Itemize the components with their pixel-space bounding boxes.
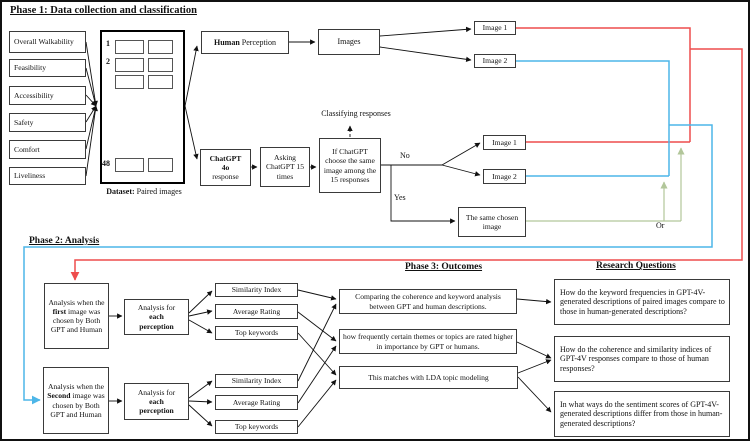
analysis-first-pre: Analysis when the: [48, 297, 105, 307]
outcome-box-lda-topic: This matches with LDA topic modeling: [339, 366, 518, 389]
green-route-lines: [526, 148, 681, 221]
phase2-title: Phase 2: Analysis: [29, 236, 100, 246]
dataset-branch-arrows: [185, 46, 197, 159]
human-perception-rest: Perception: [239, 37, 276, 47]
human-perception-box: [201, 31, 289, 54]
perception-box-accessibility: Accessibility: [9, 86, 86, 105]
dataset-pair2-image1: [115, 58, 144, 72]
chatgpt-line3: response: [212, 172, 239, 182]
phase3-title: Phase 3: Outcomes: [405, 262, 483, 272]
analysis-first-post: image was chosen by Both GPT and Human: [50, 306, 103, 335]
chatgpt-line2: 4o: [221, 162, 230, 172]
images-box: Images: [318, 29, 380, 55]
perception-box-overall-walkability: Overall Walkability: [9, 31, 86, 53]
metrics-to-outcomes-arrows: [298, 290, 336, 427]
if-chatgpt-box: If ChatGPT choose the same image among the 15 responses: [319, 138, 381, 193]
classifying-responses-label: Classifying responses: [321, 109, 391, 118]
dataset-row2-label: 2: [106, 57, 110, 66]
average-rating-box-2: Average Rating: [215, 395, 298, 410]
dataset-pair1-image2: [148, 40, 173, 54]
top-keywords-box-2: Top keywords: [215, 420, 298, 434]
each1-line2: each: [149, 312, 164, 322]
perception-box-comfort: Comfort: [9, 140, 86, 159]
dataset-pair3-image1: [115, 75, 144, 89]
image2-mid-box: Image 2: [483, 169, 526, 184]
dataset-caption-rest: Paired images: [134, 187, 182, 196]
each1-line3: perception: [139, 321, 174, 331]
analysis-each-perception-box-2: [124, 383, 189, 420]
each2-line2: each: [149, 396, 164, 406]
each2-line3: perception: [139, 406, 174, 416]
analysis-second-pre: Analysis when the: [47, 382, 105, 392]
images-to-image1-arrow: [380, 29, 471, 36]
image2-top-box: Image 2: [474, 54, 516, 68]
rq1-box: How do the keyword frequencies in GPT-4V-generated descriptions of paired images compare to those in human-generated descriptions?: [554, 279, 730, 325]
each2-fan-arrows: [189, 381, 212, 426]
dataset-row1-label: 1: [106, 39, 110, 48]
no-branch-arrows: [381, 143, 480, 175]
dataset-pair3-image2: [148, 75, 173, 89]
same-chosen-image-box: The same chosen image: [458, 207, 526, 237]
each1-line1: Analysis for: [137, 303, 176, 313]
similarity-index-box-2: Similarity Index: [215, 374, 298, 388]
analysis-second-box: [43, 367, 109, 434]
outcomes-to-rq-arrows: [517, 299, 551, 412]
dataset-caption: [95, 187, 193, 196]
chatgpt-line1: ChatGPT: [209, 153, 242, 163]
analysis-each-perception-box-1: [124, 299, 189, 335]
rq2-box: How do the coherence and similarity indices of GPT-4V responses compare to those of human responses?: [554, 336, 730, 382]
research-questions-title: Research Questions: [596, 261, 676, 271]
dataset-pair2-image2: [148, 58, 173, 72]
outcome-box-coherence-keyword: Comparing the coherence and keyword analysis between GPT and human descriptions.: [339, 289, 517, 314]
analysis-first-box: [44, 283, 109, 349]
image1-mid-box: Image 1: [483, 135, 526, 150]
yes-label: Yes: [394, 193, 406, 202]
top-keywords-box-1: Top keywords: [215, 326, 298, 340]
perception-to-dataset-arrows: [86, 42, 96, 176]
no-label: No: [400, 151, 410, 160]
each1-fan-arrows: [189, 291, 212, 333]
perception-box-safety: Safety: [9, 113, 86, 132]
dataset-pair48-image2: [148, 158, 173, 172]
image1-top-box: Image 1: [474, 21, 516, 35]
perception-box-feasibility: Feasibility: [9, 59, 86, 77]
images-to-image2-arrow: [380, 47, 471, 60]
outcome-box-themes-rated: how frequently certain themes or topics are rated higher in importance by GPT or humans.: [339, 329, 517, 354]
phase1-title: Phase 1: Data collection and classification: [10, 5, 197, 16]
perception-box-liveliness: Liveliness: [9, 167, 86, 185]
dataset-caption-bold: Dataset:: [106, 187, 135, 196]
similarity-index-box-1: Similarity Index: [215, 283, 298, 297]
dataset-pair1-image1: [115, 40, 144, 54]
asking-chatgpt-box: Asking ChatGPT 15 times: [260, 147, 310, 187]
chatgpt-4o-response-box: [200, 149, 251, 186]
each2-line1: Analysis for: [137, 387, 176, 397]
average-rating-box-1: Average Rating: [215, 304, 298, 319]
or-label: Or: [656, 221, 665, 230]
human-perception-bold: Human: [213, 37, 240, 47]
analysis-second-post: image was chosen by Both GPT and Human: [50, 391, 105, 419]
analysis-first-bold: first: [52, 306, 67, 316]
analysis-second-bold: Second: [47, 391, 71, 401]
dataset-row48-label: 48: [102, 159, 110, 168]
dataset-pair48-image1: [115, 158, 144, 172]
rq3-box: In what ways do the sentiment scores of GPT-4V-generated descriptions differ from those in human-generated descriptions?: [554, 391, 730, 437]
